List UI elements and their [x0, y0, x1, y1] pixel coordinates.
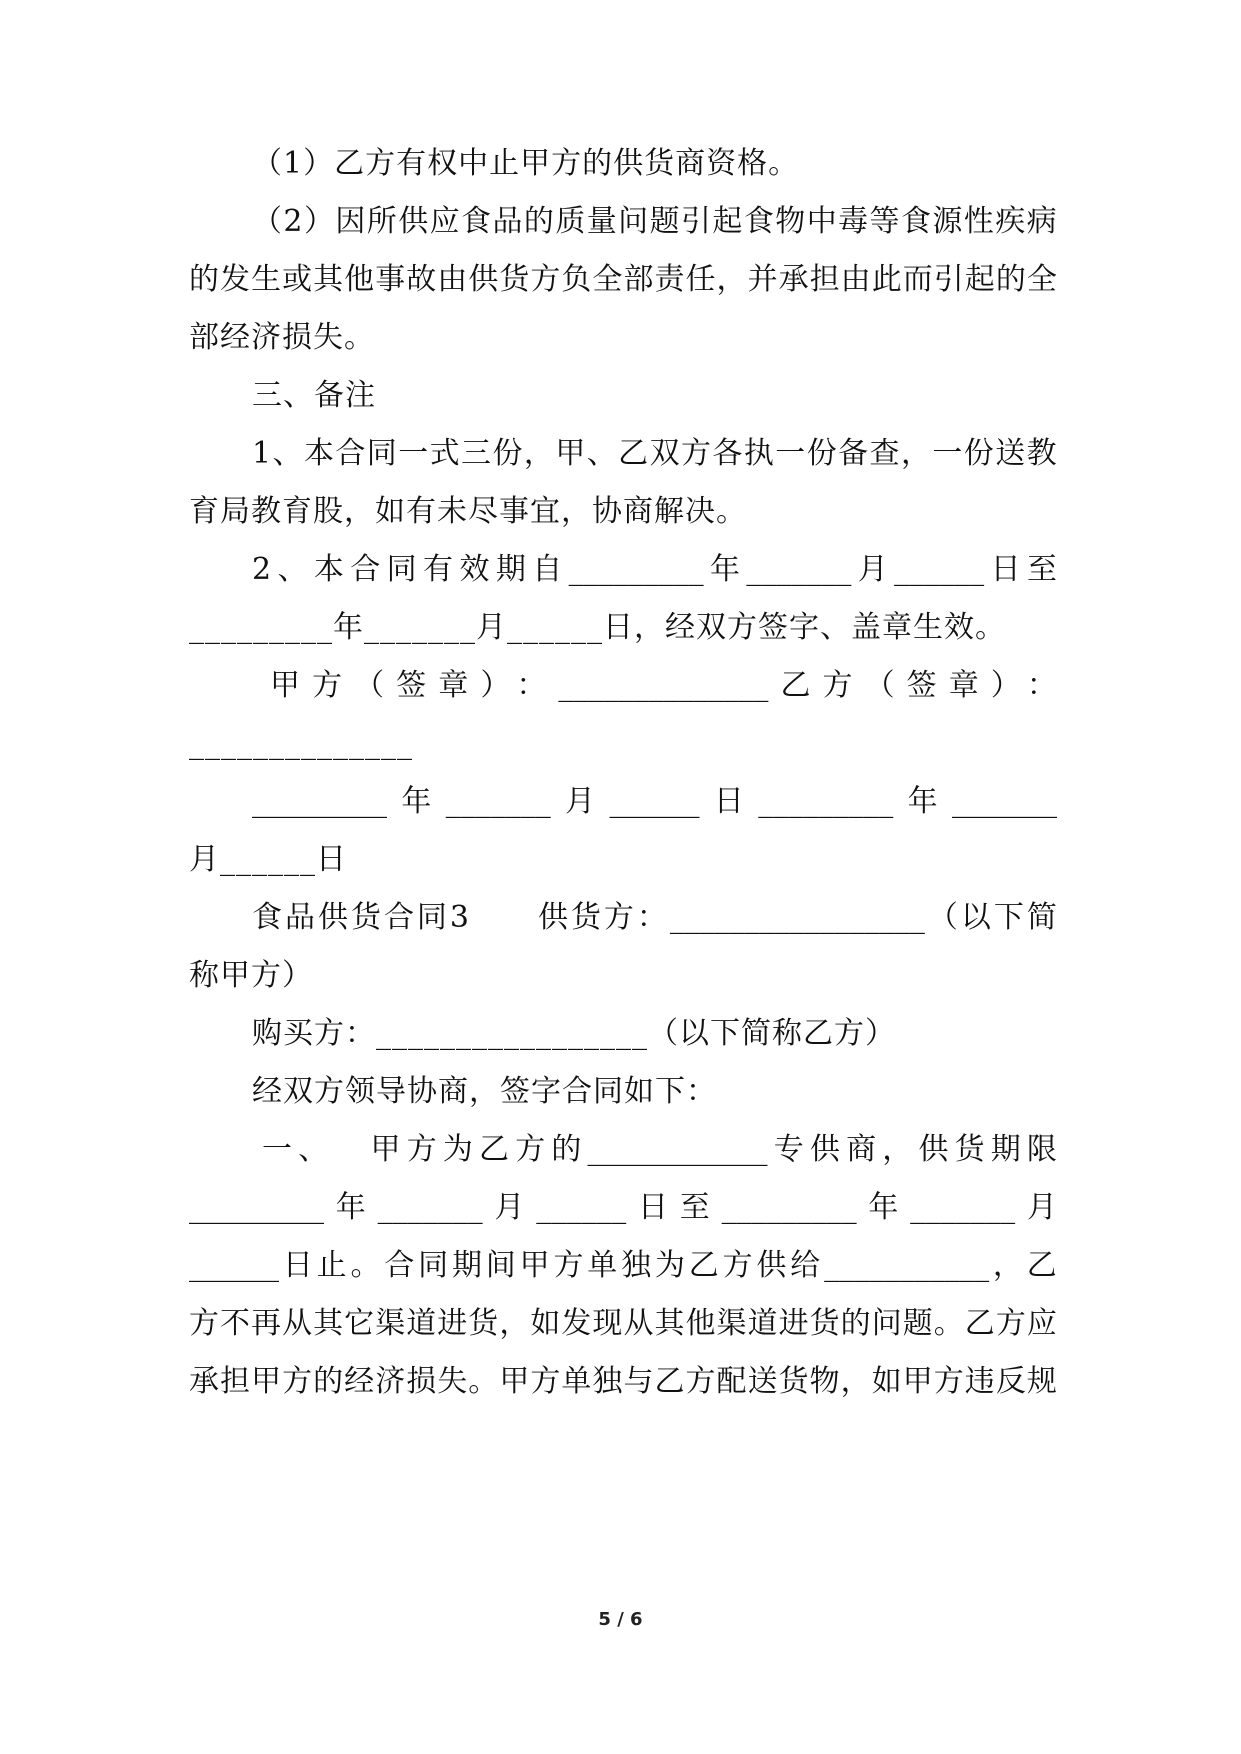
page-number: 5 / 6	[598, 1609, 643, 1630]
paragraph-line: 部经济损失。	[189, 320, 375, 355]
buyer-line: 购买方：_________________（以下简称乙方）	[252, 1016, 896, 1051]
date-line: 月______日	[189, 842, 347, 877]
paragraph-line: ______ 日 止 。 合 同 期 间 甲 方 单 独 为 乙 方 供 给 ___________ ， 乙	[189, 1248, 1057, 1283]
paragraph-line: 育局教育股，如有未尽事宜，协商解决。	[189, 494, 747, 529]
contract-title-line: 食 品 供 货 合 同 3 供 货 方 ： _________________ （ 以 下 简	[252, 900, 1057, 935]
date-line: _________ 年 _______ 月 ______ 日 _________ 年 _______	[252, 784, 1057, 819]
paragraph-line: （ 2 ） 因 所 供 应 食 品 的 质 量 问 题 引 起 食 物 中 毒 等 食 源 性 疾 病	[252, 204, 1057, 239]
paragraph-line: 的 发 生 或 其 他 事 故 由 供 货 方 负 全 部 责 任 ， 并 承 担 由 此 而 引 起 的 全	[189, 262, 1057, 297]
paragraph-line: 方 不 再 从 其 它 渠 道 进 货 ， 如 发 现 从 其 他 渠 道 进 货 的 问 题 。 乙 方 应	[189, 1306, 1057, 1341]
paragraph-line: 承 担 甲 方 的 经 济 损 失 。 甲 方 单 独 与 乙 方 配 送 货 物 ， 如 甲 方 违 反 规	[189, 1364, 1057, 1399]
paragraph-line: _________ 年 _______ 月 ______ 日 至 _________ 年 _______ 月	[189, 1190, 1057, 1225]
paragraph-line: 称甲方）	[189, 958, 313, 993]
paragraph-line: 1 、 本 合 同 一 式 三 份 ， 甲 、 乙 双 方 各 执 一 份 备 查 ， 一 份 送 教	[252, 436, 1057, 471]
clause-line: 一 、 甲 方 为 乙 方 的 ____________ 专 供 商 ， 供 货 期 限	[262, 1132, 1057, 1167]
paragraph-line: （1）乙方有权中止甲方的供货商资格。	[252, 146, 800, 181]
paragraph-line: _________年_______月______日，经双方签字、盖章生效。	[189, 610, 1006, 645]
paragraph-line: 2 、 本 合 同 有 效 期 自 _________ 年 _______ 月 ______ 日 至	[252, 552, 1057, 587]
section-heading: 三、备注	[252, 378, 376, 413]
signature-line: 甲 方 （ 签 章 ） ： ______________ 乙 方 （ 签 章 ） ：	[270, 668, 1057, 703]
signature-blank: ______________	[189, 726, 413, 761]
paragraph-line: 经双方领导协商，签字合同如下：	[252, 1074, 717, 1109]
